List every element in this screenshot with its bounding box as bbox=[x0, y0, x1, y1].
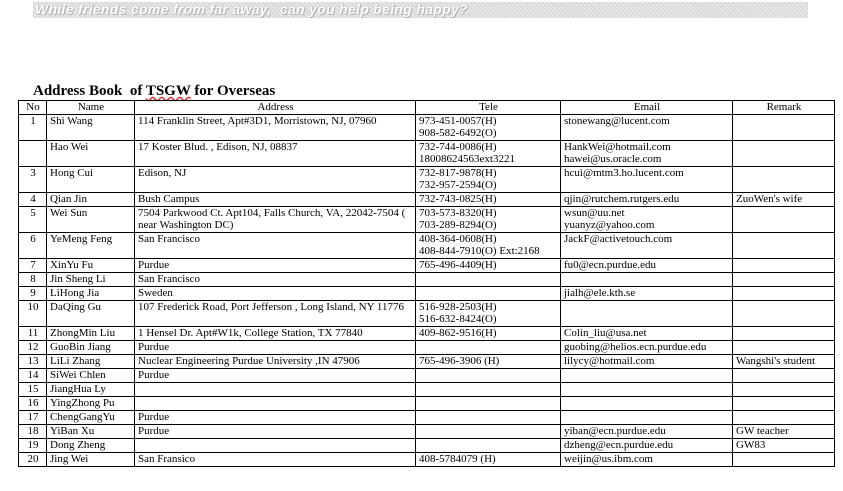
contact-remark bbox=[733, 301, 835, 327]
phone-number: 732-744-0086(H) bbox=[419, 141, 497, 153]
table-row bbox=[19, 383, 835, 397]
header-remark: Remark bbox=[733, 101, 835, 115]
page-title bbox=[33, 83, 275, 100]
contact-email bbox=[561, 383, 733, 397]
contact-email bbox=[561, 425, 733, 439]
contact-phone bbox=[416, 207, 561, 233]
phone-number: 516-928-2503(H) bbox=[419, 301, 497, 313]
address-text: Sweden bbox=[138, 287, 173, 299]
address-text: 107 Frederick Road, Port Jefferson , Long Island, NY 11776 bbox=[138, 301, 404, 313]
email-address: stonewang@lucent.com bbox=[564, 115, 670, 127]
contact-remark bbox=[733, 273, 835, 287]
row-number: 19 bbox=[19, 439, 47, 453]
email-address: qjin@rutchem.rutgers.edu bbox=[564, 193, 680, 205]
contact-remark bbox=[733, 383, 835, 397]
contact-name: YiBan Xu bbox=[47, 425, 135, 439]
title-suffix: for Overseas bbox=[190, 83, 276, 99]
row-number: 15 bbox=[19, 383, 47, 397]
table-row bbox=[19, 397, 835, 411]
contact-name: XinYu Fu bbox=[47, 259, 135, 273]
table-row bbox=[19, 207, 835, 233]
contact-email bbox=[561, 273, 733, 287]
contact-remark bbox=[733, 327, 835, 341]
phone-number: 908-582-6492(O) bbox=[419, 127, 497, 139]
contact-remark bbox=[733, 397, 835, 411]
contact-address bbox=[135, 397, 416, 411]
contact-name: SiWei Chlen bbox=[47, 369, 135, 383]
email-address: wsun@uu.net bbox=[564, 207, 625, 219]
contact-remark bbox=[733, 369, 835, 383]
row-number: 7 bbox=[19, 259, 47, 273]
row-number: 14 bbox=[19, 369, 47, 383]
contact-name: ChengGangYu bbox=[47, 411, 135, 425]
contact-remark: ZuoWen's wife bbox=[733, 193, 835, 207]
table-row bbox=[19, 327, 835, 341]
contact-phone bbox=[416, 259, 561, 273]
table-row bbox=[19, 425, 835, 439]
contact-name: ZhongMin Liu bbox=[47, 327, 135, 341]
address-text: Nuclear Engineering Purdue University ,IN 47906 bbox=[138, 355, 360, 367]
address-text: 7504 Parkwood Ct. Apt104, Falls Church, VA, 22042-7504 ( near Washington DC) bbox=[138, 207, 406, 231]
contact-email bbox=[561, 341, 733, 355]
contact-remark bbox=[733, 411, 835, 425]
contact-address bbox=[135, 167, 416, 193]
table-row bbox=[19, 167, 835, 193]
contact-email bbox=[561, 369, 733, 383]
table-row bbox=[19, 273, 835, 287]
contact-phone bbox=[416, 115, 561, 141]
email-address: hcui@mtm3.ho.lucent.com bbox=[564, 167, 684, 179]
contact-email bbox=[561, 439, 733, 453]
contact-phone bbox=[416, 341, 561, 355]
contact-name: LiHong Jia bbox=[47, 287, 135, 301]
table-row bbox=[19, 369, 835, 383]
phone-number: 732-957-2594(O) bbox=[419, 179, 497, 191]
contact-remark bbox=[733, 115, 835, 141]
address-text: Purdue bbox=[138, 259, 170, 271]
row-number: 3 bbox=[19, 167, 47, 193]
table-row bbox=[19, 301, 835, 327]
contact-phone bbox=[416, 453, 561, 467]
row-number: 12 bbox=[19, 341, 47, 355]
contact-phone bbox=[416, 167, 561, 193]
contact-email bbox=[561, 259, 733, 273]
contact-name: Hao Wei bbox=[47, 141, 135, 167]
contact-address bbox=[135, 141, 416, 167]
address-text: Purdue bbox=[138, 369, 170, 381]
contact-address bbox=[135, 355, 416, 369]
contact-email bbox=[561, 411, 733, 425]
email-address: guobing@helios.ecn.purdue.edu bbox=[564, 341, 707, 353]
header-tele: Tele bbox=[416, 101, 561, 115]
row-number: 18 bbox=[19, 425, 47, 439]
table-row bbox=[19, 233, 835, 259]
contact-email bbox=[561, 207, 733, 233]
contact-remark bbox=[733, 259, 835, 273]
contact-name: Qian Jin bbox=[47, 193, 135, 207]
contact-phone bbox=[416, 233, 561, 259]
row-number: 16 bbox=[19, 397, 47, 411]
contact-phone bbox=[416, 439, 561, 453]
contact-email bbox=[561, 115, 733, 141]
table-row bbox=[19, 355, 835, 369]
table-header-row bbox=[19, 101, 835, 115]
contact-address bbox=[135, 383, 416, 397]
contact-remark bbox=[733, 167, 835, 193]
contact-name: JiangHua Ly bbox=[47, 383, 135, 397]
contact-remark: GW83 bbox=[733, 439, 835, 453]
phone-number: 18008624563ext3221 bbox=[419, 153, 515, 165]
contact-phone bbox=[416, 411, 561, 425]
title-prefix: Address Book of bbox=[33, 83, 146, 99]
address-text: Purdue bbox=[138, 425, 170, 437]
address-text: 114 Franklin Street, Apt#3D1, Morristown, NJ, 07960 bbox=[138, 115, 377, 127]
contact-address bbox=[135, 259, 416, 273]
contact-address bbox=[135, 453, 416, 467]
contact-remark bbox=[733, 141, 835, 167]
contact-phone bbox=[416, 383, 561, 397]
row-number: 5 bbox=[19, 207, 47, 233]
contact-remark bbox=[733, 207, 835, 233]
contact-name: LiLi Zhang bbox=[47, 355, 135, 369]
contact-address bbox=[135, 301, 416, 327]
address-text: 1 Hensel Dr. Apt#W1k, College Station, TX 77840 bbox=[138, 327, 363, 339]
phone-number: 516-632-8424(O) bbox=[419, 313, 497, 325]
phone-number: 732-817-9878(H) bbox=[419, 167, 497, 179]
email-address: lilycy@hotmail.com bbox=[564, 355, 655, 367]
contact-name: Hong Cui bbox=[47, 167, 135, 193]
phone-number: 409-862-9516(H) bbox=[419, 327, 497, 339]
phone-number: 408-844-7910(O) Ext:2168 bbox=[419, 245, 540, 257]
contact-name: DaQing Gu bbox=[47, 301, 135, 327]
address-text: Purdue bbox=[138, 411, 170, 423]
contact-email bbox=[561, 233, 733, 259]
contact-address bbox=[135, 273, 416, 287]
contact-name: Jing Wei bbox=[47, 453, 135, 467]
table-row bbox=[19, 287, 835, 301]
row-number: 20 bbox=[19, 453, 47, 467]
header-no: No bbox=[19, 101, 47, 115]
contact-phone bbox=[416, 425, 561, 439]
email-address: weijin@us.ibm.com bbox=[564, 453, 653, 465]
contact-address bbox=[135, 193, 416, 207]
contact-remark bbox=[733, 233, 835, 259]
email-address: yiban@ecn.purdue.edu bbox=[564, 425, 666, 437]
contact-address bbox=[135, 287, 416, 301]
address-text: 17 Koster Blud. , Edison, NJ, 08837 bbox=[138, 141, 298, 153]
email-address: jialh@ele.kth.se bbox=[564, 287, 636, 299]
table-row bbox=[19, 141, 835, 167]
table-row bbox=[19, 115, 835, 141]
contact-email bbox=[561, 301, 733, 327]
row-number: 10 bbox=[19, 301, 47, 327]
motto-banner bbox=[33, 2, 808, 18]
email-address: yuanyz@yahoo.com bbox=[564, 219, 655, 231]
phone-number: 408-364-0608(H) bbox=[419, 233, 497, 245]
contact-name: Wei Sun bbox=[47, 207, 135, 233]
address-text: Purdue bbox=[138, 341, 170, 353]
contact-remark bbox=[733, 453, 835, 467]
header-address: Address bbox=[135, 101, 416, 115]
contact-address bbox=[135, 341, 416, 355]
contact-email bbox=[561, 327, 733, 341]
table-row bbox=[19, 411, 835, 425]
address-table bbox=[18, 100, 835, 467]
address-text: Edison, NJ bbox=[138, 167, 187, 179]
header-email: Email bbox=[561, 101, 733, 115]
contact-phone bbox=[416, 327, 561, 341]
contact-name: Dong Zheng bbox=[47, 439, 135, 453]
contact-name: GuoBin Jiang bbox=[47, 341, 135, 355]
phone-number: 973-451-0057(H) bbox=[419, 115, 497, 127]
contact-address bbox=[135, 233, 416, 259]
contact-address bbox=[135, 207, 416, 233]
contact-address bbox=[135, 425, 416, 439]
contact-address bbox=[135, 411, 416, 425]
contact-email bbox=[561, 193, 733, 207]
email-address: Colin_liu@usa.net bbox=[564, 327, 647, 339]
contact-email bbox=[561, 453, 733, 467]
table-row bbox=[19, 453, 835, 467]
phone-number: 765-496-4409(H) bbox=[419, 259, 497, 271]
row-number: 9 bbox=[19, 287, 47, 301]
header-name: Name bbox=[47, 101, 135, 115]
phone-number: 703-289-8294(O) bbox=[419, 219, 497, 231]
contact-address bbox=[135, 115, 416, 141]
phone-number: 765-496-3906 (H) bbox=[419, 355, 500, 367]
contact-remark bbox=[733, 341, 835, 355]
row-number: 17 bbox=[19, 411, 47, 425]
contact-name: Jin Sheng Li bbox=[47, 273, 135, 287]
row-number: 11 bbox=[19, 327, 47, 341]
contact-phone bbox=[416, 301, 561, 327]
contact-name: Shi Wang bbox=[47, 115, 135, 141]
email-address: JackF@activetouch.com bbox=[564, 233, 673, 245]
phone-number: 732-743-0825(H) bbox=[419, 193, 497, 205]
email-address: hawei@us.oracle.com bbox=[564, 153, 662, 165]
row-number bbox=[19, 141, 47, 167]
contact-email bbox=[561, 397, 733, 411]
row-number: 1 bbox=[19, 115, 47, 141]
contact-name: YeMeng Feng bbox=[47, 233, 135, 259]
contact-address bbox=[135, 369, 416, 383]
row-number: 4 bbox=[19, 193, 47, 207]
contact-email bbox=[561, 141, 733, 167]
table-body bbox=[19, 115, 835, 467]
contact-email bbox=[561, 167, 733, 193]
address-text: San Fransico bbox=[138, 453, 196, 465]
address-text: Bush Campus bbox=[138, 193, 200, 205]
email-address: HankWei@hotmail.com bbox=[564, 141, 671, 153]
title-org: TSGW bbox=[145, 83, 191, 99]
contact-email bbox=[561, 355, 733, 369]
contact-address bbox=[135, 439, 416, 453]
contact-remark bbox=[733, 287, 835, 301]
table-row bbox=[19, 193, 835, 207]
phone-number: 408-5784079 (H) bbox=[419, 453, 496, 465]
table-row bbox=[19, 341, 835, 355]
address-text: San Francisco bbox=[138, 233, 201, 245]
contact-phone bbox=[416, 273, 561, 287]
contact-phone bbox=[416, 369, 561, 383]
contact-address bbox=[135, 327, 416, 341]
table-row bbox=[19, 439, 835, 453]
contact-phone bbox=[416, 141, 561, 167]
row-number: 13 bbox=[19, 355, 47, 369]
contact-phone bbox=[416, 193, 561, 207]
email-address: fu0@ecn.purdue.edu bbox=[564, 259, 656, 271]
contact-name: YingZhong Pu bbox=[47, 397, 135, 411]
contact-phone bbox=[416, 287, 561, 301]
row-number: 6 bbox=[19, 233, 47, 259]
contact-email bbox=[561, 287, 733, 301]
motto-text: While friends come from far away, can you help being happy? bbox=[35, 2, 468, 17]
contact-phone bbox=[416, 355, 561, 369]
table-row bbox=[19, 259, 835, 273]
phone-number: 703-573-8320(H) bbox=[419, 207, 497, 219]
contact-remark: Wangshi's student bbox=[733, 355, 835, 369]
row-number: 8 bbox=[19, 273, 47, 287]
address-text: San Francisco bbox=[138, 273, 201, 285]
contact-phone bbox=[416, 397, 561, 411]
contact-remark: GW teacher bbox=[733, 425, 835, 439]
email-address: dzheng@ecn.purdue.edu bbox=[564, 439, 674, 451]
